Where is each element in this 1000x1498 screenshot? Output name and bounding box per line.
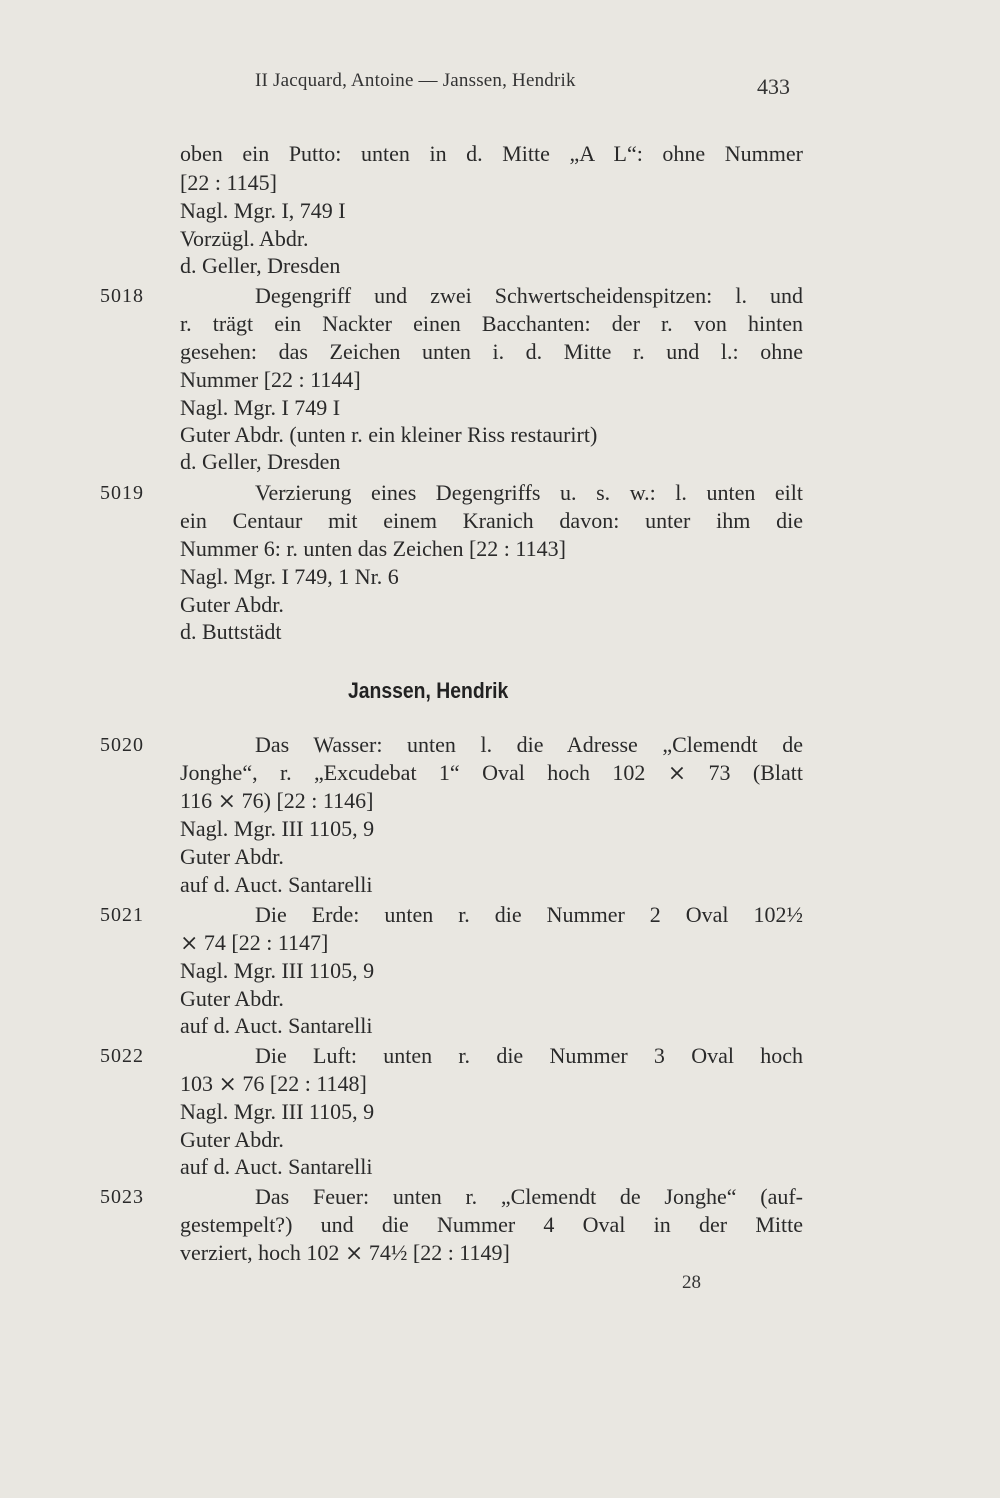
entry-line: 116 ⨯ 76) [22 : 1146] — [180, 788, 374, 813]
entry-number: 5020 — [100, 734, 144, 756]
entry-line: gestempelt?) und die Nummer 4 Oval in der Mitte — [180, 1212, 803, 1237]
entry-line: verziert, hoch 102 ⨯ 74½ [22 : 1149] — [180, 1240, 510, 1265]
entry-number: 5018 — [100, 285, 144, 307]
entry-line: Nummer [22 : 1144] — [180, 367, 361, 392]
entry-line: Die Luft: unten r. die Nummer 3 Oval hoch — [255, 1043, 803, 1068]
entry-line: Guter Abdr. (unten r. ein kleiner Riss restaurirt) — [180, 422, 598, 447]
entry-line: d. Buttstädt — [180, 619, 282, 644]
entry-line: Die Erde: unten r. die Nummer 2 Oval 102½ — [255, 902, 803, 927]
entry-line: Degengriff und zwei Schwertscheidenspitzen: l. und — [255, 283, 803, 308]
entry-line: Nagl. Mgr. III 1105, 9 — [180, 1099, 375, 1124]
entry-line: auf d. Auct. Santarelli — [180, 1013, 373, 1038]
entry-line: Nagl. Mgr. I 749, 1 Nr. 6 — [180, 564, 399, 589]
entry-line: Guter Abdr. — [180, 1127, 284, 1152]
entry-line: Vorzügl. Abdr. — [180, 226, 309, 251]
entry-line: 103 ⨯ 76 [22 : 1148] — [180, 1071, 367, 1096]
entry-line: gesehen: das Zeichen unten i. d. Mitte r. und l.: ohne — [180, 339, 803, 364]
entry-line: [22 : 1145] — [180, 170, 277, 195]
section-heading: Janssen, Hendrik — [348, 678, 509, 703]
signature-mark: 28 — [682, 1272, 701, 1293]
running-head: II Jacquard, Antoine — Janssen, Hendrik — [255, 70, 576, 91]
entry-line: Nummer 6: r. unten das Zeichen [22 : 1143] — [180, 536, 566, 561]
entry-line: Guter Abdr. — [180, 844, 284, 869]
entry-line: ein Centaur mit einem Kranich davon: unter ihm die — [180, 508, 803, 533]
entry-line: oben ein Putto: unten in d. Mitte „A L“: ohne Nummer — [180, 141, 803, 166]
entry-number: 5021 — [100, 904, 144, 926]
entry-line: auf d. Auct. Santarelli — [180, 872, 373, 897]
entry-line: auf d. Auct. Santarelli — [180, 1154, 373, 1179]
page-number: 433 — [757, 74, 790, 99]
entry-line: Das Wasser: unten l. die Adresse „Clemendt de — [255, 732, 803, 757]
entry-line: Nagl. Mgr. I, 749 I — [180, 198, 346, 223]
entry-line: ⨯ 74 [22 : 1147] — [180, 930, 329, 955]
entry-line: Verzierung eines Degengriffs u. s. w.: l. unten eilt — [255, 480, 803, 505]
entry-line: r. trägt ein Nackter einen Bacchanten: der r. von hinten — [180, 311, 803, 336]
entry-line: d. Geller, Dresden — [180, 449, 341, 474]
entry-line: Guter Abdr. — [180, 986, 284, 1011]
entry-line: d. Geller, Dresden — [180, 253, 341, 278]
entry-number: 5019 — [100, 482, 144, 504]
entry-number: 5023 — [100, 1186, 144, 1208]
entry-line: Guter Abdr. — [180, 592, 284, 617]
entry-line: Das Feuer: unten r. „Clemendt de Jonghe“ (auf- — [255, 1184, 803, 1209]
entry-line: Nagl. Mgr. III 1105, 9 — [180, 816, 375, 841]
entry-number: 5022 — [100, 1045, 144, 1067]
entry-line: Nagl. Mgr. III 1105, 9 — [180, 958, 375, 983]
entry-line: Nagl. Mgr. I 749 I — [180, 395, 341, 420]
entry-line: Jonghe“, r. „Excudebat 1“ Oval hoch 102 ⨯ 73 (Blatt — [180, 760, 803, 785]
